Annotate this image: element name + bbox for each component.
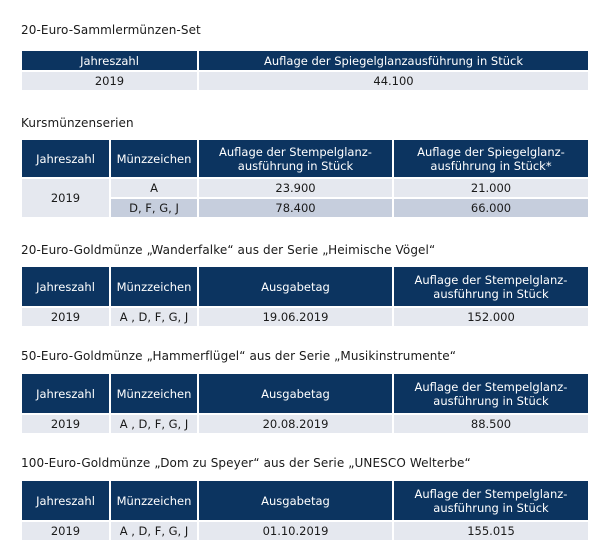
column-header-muenzzeichen: Münzzeichen	[110, 374, 198, 414]
sammlerset-table	[22, 51, 588, 92]
section-title-dom-zu-speyer: 100-Euro-Goldmünze „Dom zu Speyer“ aus der Serie „UNESCO Welterbe“	[21, 456, 471, 470]
table-row	[22, 414, 588, 434]
table-row	[22, 521, 588, 541]
cell-stempel-count: 78.400	[198, 198, 393, 218]
cell-mint: A , D, F, G, J	[110, 307, 198, 327]
column-header-jahreszahl: Jahreszahl	[22, 481, 110, 521]
column-header-auflage-stempelglanz: Auflage der Stempelglanz-ausführung in Stück	[393, 374, 588, 414]
section-title-hammerfluegel: 50-Euro-Goldmünze „Hammerflügel“ aus der Serie „Musikinstrumente“	[21, 349, 457, 363]
kursmuenzen-table	[22, 140, 588, 219]
column-header-auflage-spiegelglanz: Auflage der Spiegelglanz-ausführung in Stück*	[393, 140, 588, 178]
column-header-jahreszahl: Jahreszahl	[22, 267, 110, 307]
column-header-jahreszahl: Jahreszahl	[22, 374, 110, 414]
cell-spiegel-count: 21.000	[393, 178, 588, 198]
column-header-auflage-spiegelglanz: Auflage der Spiegelglanzausführung in Stück	[198, 51, 588, 71]
hammerfluegel-table	[22, 374, 588, 435]
cell-year: 2019	[22, 71, 198, 91]
wanderfalke-table	[22, 267, 588, 328]
column-header-jahreszahl: Jahreszahl	[22, 140, 110, 178]
cell-year: 2019	[22, 307, 110, 327]
section-title-wanderfalke: 20-Euro-Goldmünze „Wanderfalke“ aus der Serie „Heimische Vögel“	[21, 243, 436, 257]
cell-mint: D, F, G, J	[110, 198, 198, 218]
dom-zu-speyer-table	[22, 481, 588, 542]
column-header-auflage-stempelglanz: Auflage der Stempelglanz-ausführung in Stück	[393, 267, 588, 307]
table-row	[22, 307, 588, 327]
column-header-auflage-stempelglanz: Auflage der Stempelglanz-ausführung in Stück	[198, 140, 393, 178]
cell-date: 19.06.2019	[198, 307, 393, 327]
cell-count: 152.000	[393, 307, 588, 327]
column-header-muenzzeichen: Münzzeichen	[110, 140, 198, 178]
cell-date: 20.08.2019	[198, 414, 393, 434]
section-title-kursmuenzen: Kursmünzenserien	[21, 116, 134, 130]
cell-year: 2019	[22, 178, 110, 218]
column-header-muenzzeichen: Münzzeichen	[110, 481, 198, 521]
cell-date: 01.10.2019	[198, 521, 393, 541]
cell-mint: A , D, F, G, J	[110, 521, 198, 541]
cell-spiegel-count: 66.000	[393, 198, 588, 218]
cell-count: 155.015	[393, 521, 588, 541]
cell-mint: A , D, F, G, J	[110, 414, 198, 434]
table-row	[22, 71, 588, 91]
cell-stempel-count: 23.900	[198, 178, 393, 198]
section-title-sammlerset: 20-Euro-Sammlermünzen-Set	[21, 23, 201, 37]
column-header-ausgabetag: Ausgabetag	[198, 374, 393, 414]
column-header-ausgabetag: Ausgabetag	[198, 481, 393, 521]
column-header-jahreszahl: Jahreszahl	[22, 51, 198, 71]
column-header-muenzzeichen: Münzzeichen	[110, 267, 198, 307]
column-header-ausgabetag: Ausgabetag	[198, 267, 393, 307]
cell-year: 2019	[22, 521, 110, 541]
column-header-auflage-stempelglanz: Auflage der Stempelglanz-ausführung in Stück	[393, 481, 588, 521]
cell-count: 44.100	[198, 71, 588, 91]
cell-mint: A	[110, 178, 198, 198]
cell-year: 2019	[22, 414, 110, 434]
table-row	[22, 178, 588, 198]
cell-count: 88.500	[393, 414, 588, 434]
